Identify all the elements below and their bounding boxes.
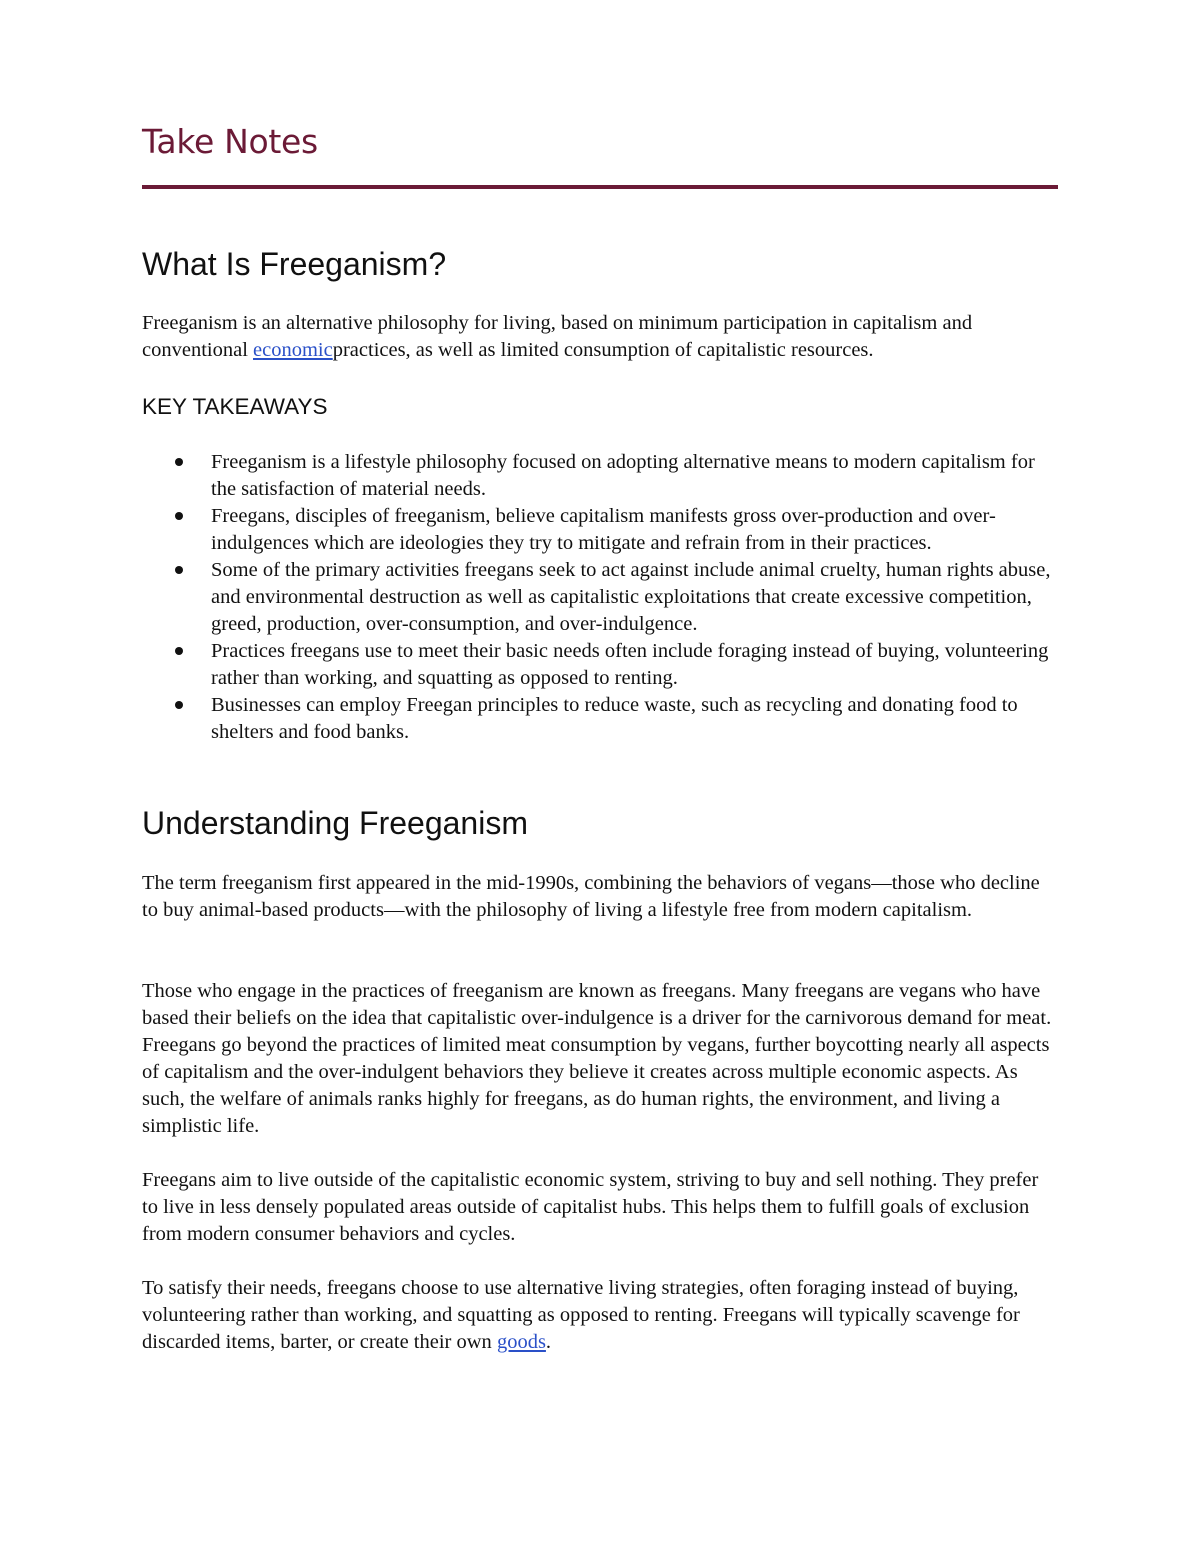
takeaway-text: Freegans, disciples of freeganism, believe capitalism manifests gross over-production and over-indulgences which are ideologies they try to mitigate and refrain from in their practices. (211, 505, 996, 554)
list-item (142, 503, 1058, 557)
section-heading-what-is-freeganism: What Is Freeganism? (142, 246, 447, 282)
paragraph-strategies (142, 1275, 1058, 1356)
list-item (142, 449, 1058, 503)
list-item (142, 638, 1058, 692)
bullet-icon (175, 458, 183, 466)
takeaway-text: Practices freegans use to meet their basic needs often include foraging instead of buying, volunteering rather than working, and squatting as opposed to renting. (211, 640, 1049, 689)
intro-text-end: practices, as well as limited consumption of capitalistic resources. (332, 339, 874, 361)
takeaway-text: Some of the primary activities freegans seek to act against include animal cruelty, human rights abuse, and environmental destruction as well as capitalistic exploitations that create excessive competition, greed, production, over-consumption, and over-indulgence. (211, 559, 1051, 635)
bullet-icon (175, 566, 183, 574)
strategies-text-end: . (545, 1331, 552, 1353)
key-takeaways-list (142, 449, 1058, 746)
economic-link[interactable]: economic (253, 339, 333, 361)
paragraph-origin: The term freeganism first appeared in the mid-1990s, combining the behaviors of vegans—those who decline to buy animal-based products—with the philosophy of living a lifestyle free from modern capitalism. (142, 872, 1040, 921)
strategies-text-start: To satisfy their needs, freegans choose to use alternative living strategies, often foraging instead of buying, volunteering rather than working, and squatting as opposed to renting. Freegans will typically scavenge for discarded items, barter, or create their own (142, 1277, 1020, 1353)
takeaway-text: Businesses can employ Freegan principles to reduce waste, such as recycling and donating food to shelters and food banks. (211, 694, 1018, 743)
intro-paragraph (142, 310, 1058, 364)
goods-link[interactable]: goods (496, 1331, 546, 1353)
takeaway-text: Freeganism is a lifestyle philosophy focused on adopting alternative means to modern capitalism for the satisfaction of material needs. (211, 451, 1035, 500)
list-item (142, 557, 1058, 638)
list-item (142, 692, 1058, 746)
title-divider (142, 185, 1058, 189)
bullet-icon (175, 701, 183, 709)
paragraph-freegans: Those who engage in the practices of freeganism are known as freegans. Many freegans are vegans who have based their beliefs on the idea that capitalistic over-indulgence is a driver for the carnivorous demand for meat. Freegans go beyond the practices of limited meat consumption by vegans, further boycotting nearly all aspects of capitalism and the over-indulgent behaviors they believe it creates across multiple economic aspects. As such, the welfare of animals ranks highly for freegans, as do human rights, the environment, and living a simplistic life. (142, 980, 1052, 1137)
intro-text-start: Freeganism is an alternative philosophy for living, based on minimum participation in capitalism and conventional (142, 312, 973, 361)
section-heading-understanding-freeganism: Understanding Freeganism (142, 805, 528, 841)
key-takeaways-heading: KEY TAKEAWAYS (142, 394, 328, 419)
paragraph-economic-system: Freegans aim to live outside of the capitalistic economic system, striving to buy and sell nothing. They prefer to live in less densely populated areas outside of capitalist hubs. This helps them to fulfill goals of exclusion from modern consumer behaviors and cycles. (142, 1169, 1039, 1245)
document-title: Take Notes (142, 122, 318, 161)
bullet-icon (175, 647, 183, 655)
bullet-icon (175, 512, 183, 520)
